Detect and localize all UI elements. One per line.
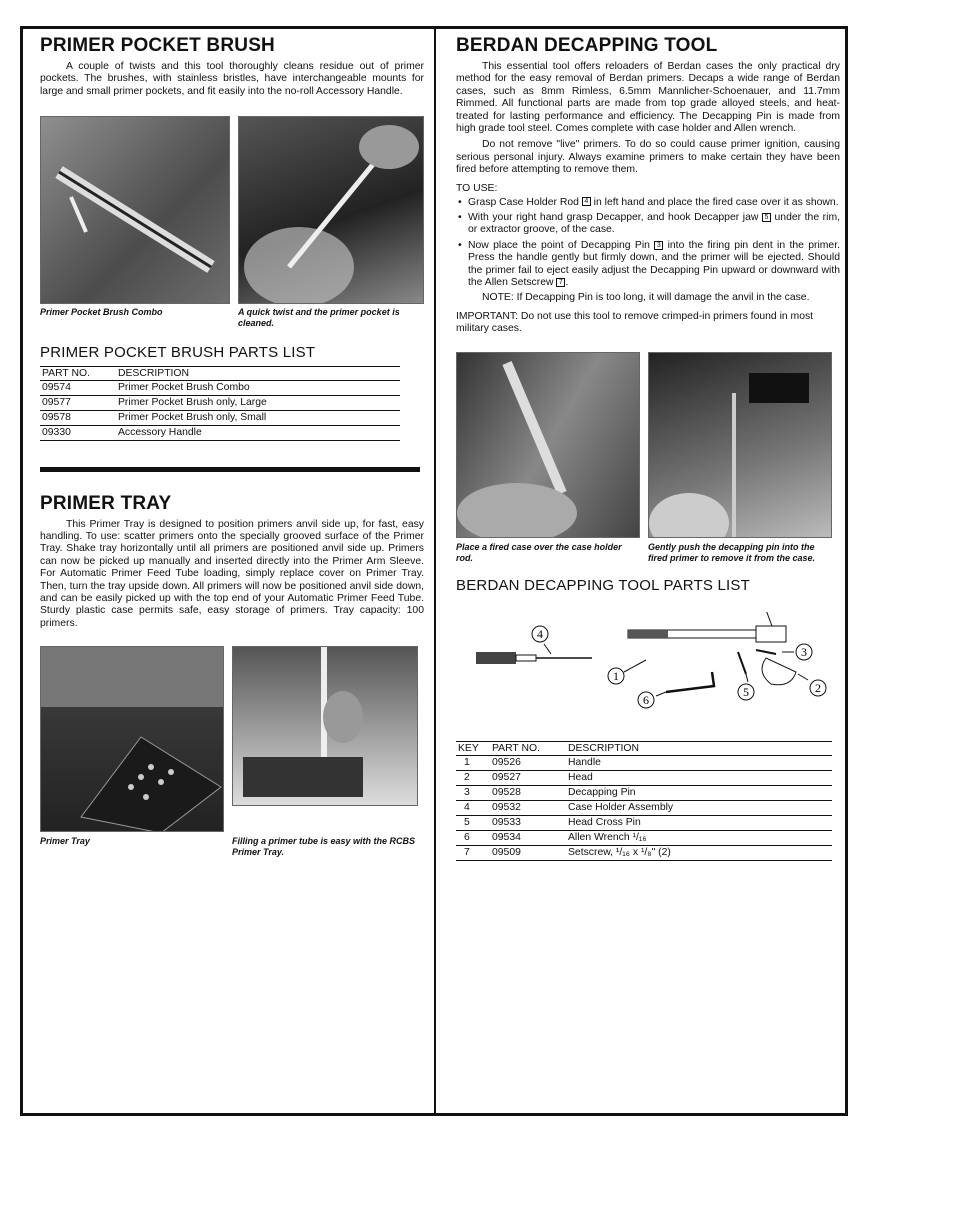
berdan-title: BERDAN DECAPPING TOOL xyxy=(456,35,718,56)
description-cell: Primer Pocket Brush only, Small xyxy=(116,410,400,425)
brush-photos xyxy=(40,116,424,304)
primer-tray-photo xyxy=(40,646,224,832)
allen-wrench-shape xyxy=(666,672,714,692)
callout-5: 5 xyxy=(743,685,749,700)
callout-1: 1 xyxy=(613,669,619,684)
primer-tray-caption: Primer Tray xyxy=(40,836,90,847)
berdan-parts-title: BERDAN DECAPPING TOOL PARTS LIST xyxy=(456,576,750,594)
primer-tray-image xyxy=(41,647,224,832)
description-cell: Handle xyxy=(566,756,832,771)
note-text: NOTE: If Decapping Pin is too long, it will damage the anvil in the case. xyxy=(482,292,810,304)
table-header-row xyxy=(40,366,400,380)
description-cell: Primer Pocket Brush only, Large xyxy=(116,395,400,410)
step-text: under the rim, or extractor groove, of the case. xyxy=(468,211,840,236)
part-no-cell: 09577 xyxy=(40,395,116,410)
part-no-cell: 09574 xyxy=(40,380,116,395)
table-row xyxy=(456,816,832,831)
berdan-body-1: This essential tool offers reloaders of Berdan cases the only practical dry method for the easy removal of Berdan primers. Decaps a wide range of Berdan cases, such as 8mm Rimless, 6.5mm Mannlicher-Schoenauer, and 11.7mm Rimmed. All functional parts are made from top grade alloyed steels, and heat-treated for lasting performance and efficiency. The Decapping Pin is made from high grade tool steel. Comes complete with case holder and Allen wrench. xyxy=(456,60,840,134)
key-cell: 4 xyxy=(456,801,490,816)
table-row xyxy=(40,395,400,410)
decapping-caption: Gently push the decapping pin into the fired primer to remove it from the case. xyxy=(648,541,816,563)
table-row xyxy=(456,801,832,816)
step-text: into the firing pin dent in the primer. Press the handle gently but firmly down, and the primer will be ejected. Should the primer fail to eject easily adjust the Decapping Pin upward or downward with the Allen Setscrew xyxy=(468,239,840,288)
step-text: With your right hand grasp Decapper, and hook Decapper jaw xyxy=(468,211,762,223)
key-marker: 3 xyxy=(654,241,663,250)
part-no-cell: 09532 xyxy=(490,801,566,816)
col-header-part-no: PART NO. xyxy=(40,366,116,380)
table-row xyxy=(40,380,400,395)
step-text: . xyxy=(565,276,569,288)
part-no-cell: 09527 xyxy=(490,771,566,786)
case-holder-caption: Place a fired case over the case holder rod. xyxy=(456,541,622,563)
table-header-row xyxy=(456,742,832,756)
column-divider xyxy=(434,26,436,1116)
part-no-cell: 09533 xyxy=(490,816,566,831)
table-row xyxy=(456,756,832,771)
description-cell: Primer Pocket Brush Combo xyxy=(116,380,400,395)
description-cell: Accessory Handle xyxy=(116,425,400,440)
callout-2: 2 xyxy=(815,681,821,696)
brush-combo-image xyxy=(41,117,230,304)
tray-photos xyxy=(40,646,424,832)
berdan-photos xyxy=(456,352,840,538)
brush-parts-table xyxy=(40,366,400,441)
hand-twist-image xyxy=(239,117,424,304)
case-holder-knurl xyxy=(476,652,516,664)
part-no-cell: 09330 xyxy=(40,425,116,440)
primer-tray-body: This Primer Tray is designed to position primers anvil side up, for fast, easy handling. To use: scatter primers onto the specially grooved surface of the Primer Tray. Shake tray horizontally until all primers are positioned anvil side up. Primers can now be picked up manually and inserted directly into the Primer Arm Sleeve. For Automatic Primer Feed Tube loading, simply replace cover on Primer Tray. Then, turn the tray upside down. All primers will now be positioned anvil side down, and can be easily picked up with the top end of your Automatic Primer Feed Tube. Sturdy plastic case permits safe, easy storage of primers. Tray capacity: 100 primers. xyxy=(40,518,424,629)
table-row xyxy=(456,831,832,846)
decapping-image xyxy=(649,353,832,538)
callout-4: 4 xyxy=(537,627,543,642)
callout-3: 3 xyxy=(801,645,807,660)
description-cell: Decapping Pin xyxy=(566,786,832,801)
step-item xyxy=(456,197,840,209)
table-row xyxy=(456,846,832,861)
step-item xyxy=(456,240,840,290)
part-no-cell: 09509 xyxy=(490,846,566,861)
step-item xyxy=(456,212,840,237)
key-marker: 7 xyxy=(556,278,565,287)
key-cell: 7 xyxy=(456,846,490,861)
key-cell: 5 xyxy=(456,816,490,831)
description-cell: Allen Wrench ¹/₁₆ xyxy=(566,831,832,846)
key-marker: 4 xyxy=(582,197,591,206)
col-header-key: KEY xyxy=(456,742,490,756)
table-row xyxy=(456,771,832,786)
left-column xyxy=(40,36,424,858)
description-cell: Head Cross Pin xyxy=(566,816,832,831)
part-no-cell: 09526 xyxy=(490,756,566,771)
part-no-cell: 09578 xyxy=(40,410,116,425)
key-cell: 2 xyxy=(456,771,490,786)
case-holder-image xyxy=(457,353,640,538)
primer-tube-caption: Filling a primer tube is easy with the RCBS Primer Tray. xyxy=(232,836,416,858)
primer-tube-photo xyxy=(232,646,418,806)
section-divider-bar xyxy=(40,467,420,472)
tube-filling-image xyxy=(233,647,418,806)
step-text: Now place the point of Decapping Pin xyxy=(468,239,655,251)
key-cell: 6 xyxy=(456,831,490,846)
right-column xyxy=(456,36,840,861)
table-row xyxy=(456,786,832,801)
primer-pocket-brush-title: PRIMER POCKET BRUSH xyxy=(40,35,275,56)
usage-steps xyxy=(456,197,840,290)
table-row xyxy=(40,425,400,440)
part-no-cell: 09534 xyxy=(490,831,566,846)
step-text: in left hand and place the fired case over it as shown. xyxy=(590,196,839,208)
key-cell: 1 xyxy=(456,756,490,771)
brush-combo-caption: Primer Pocket Brush Combo xyxy=(40,307,163,318)
exploded-parts-diagram xyxy=(456,612,836,732)
description-cell: Setscrew, ¹/₁₆ x ¹/₈" (2) xyxy=(566,846,832,861)
col-header-description: DESCRIPTION xyxy=(566,742,832,756)
to-use-heading: TO USE: xyxy=(456,182,498,194)
primer-tray-title: PRIMER TRAY xyxy=(40,492,172,514)
head-shape xyxy=(762,658,796,685)
col-header-description: DESCRIPTION xyxy=(116,366,400,380)
key-marker: 5 xyxy=(762,213,771,222)
col-header-part-no: PART NO. xyxy=(490,742,566,756)
berdan-parts-table xyxy=(456,741,832,861)
primer-pocket-brush-body: A couple of twists and this tool thoroughly cleans residue out of primer pockets. The brushes, with stainless bristles, have interchangeable mounts for large and small primer pockets, and fit easily into the no-roll Accessory Handle. xyxy=(40,60,424,97)
decapping-photo xyxy=(648,352,832,538)
table-row xyxy=(40,410,400,425)
brush-twist-photo xyxy=(238,116,424,304)
description-cell: Head xyxy=(566,771,832,786)
brush-combo-photo xyxy=(40,116,230,304)
berdan-body-2: Do not remove "live" primers. To do so could cause primer ignition, causing serious personal injury. Always examine primers to make certain they have been fired before attempting to remove them. xyxy=(456,139,840,176)
key-cell: 3 xyxy=(456,786,490,801)
step-text: Grasp Case Holder Rod xyxy=(468,196,582,208)
important-text: IMPORTANT: Do not use this tool to remove crimped-in primers found in most military cases. xyxy=(456,310,814,335)
description-cell: Case Holder Assembly xyxy=(566,801,832,816)
callout-6: 6 xyxy=(643,693,649,708)
brush-parts-title: PRIMER POCKET BRUSH PARTS LIST xyxy=(40,344,316,362)
part-no-cell: 09528 xyxy=(490,786,566,801)
brush-twist-caption: A quick twist and the primer pocket is cleaned. xyxy=(238,307,400,329)
case-holder-photo xyxy=(456,352,640,538)
